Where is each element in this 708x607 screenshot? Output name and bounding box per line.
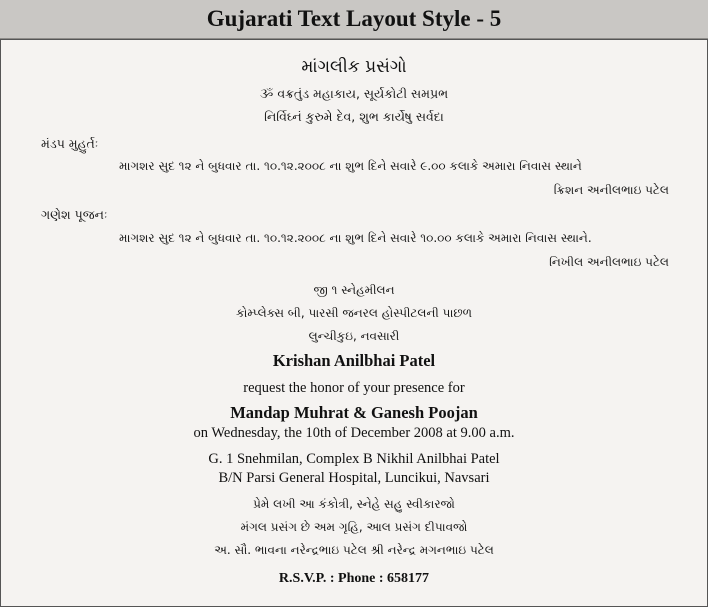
- invitation-card: [0, 39, 708, 607]
- event-detail-ganesh: માગશર સુદ ૧૨ ને બુધવાર તા. ૧૦.૧૨.૨૦૦૮ ના શુભ દિને સવારે ૧૦.૦૦ કલાકે અમારા નિવાસ સ્થાને.: [119, 231, 592, 245]
- gujarati-address-line-1: જી ૧ સ્નેહમીલન: [313, 283, 395, 297]
- event-host-ganesh: નિખીલ અનીલભાઇ પટેલ: [549, 255, 669, 269]
- closing-line-1: પ્રેમે લખી આ કંકોત્રી, સ્નેહે સહુ સ્વીકારજો: [253, 497, 455, 511]
- invitation-gujarati-title: માંગલીક પ્રસંગો: [301, 57, 407, 77]
- gujarati-address-line-2: કોમ્પ્લેક્સ બી, પારસી જનરલ હોસ્પીટલની પાછળ: [235, 306, 473, 320]
- english-address-line-1: G. 1 Snehmilan, Complex B Nikhil Anilbhai Patel: [208, 451, 500, 467]
- event-host-mandap: ક્રિશન અનીલભાઇ પટેલ: [553, 183, 669, 197]
- english-host-name: Krishan Anilbhai Patel: [272, 351, 436, 370]
- event-label-ganesh: ગણેશ પૂજનઃ: [41, 207, 108, 222]
- gujarati-address-line-3: લુન્ચીકુઇ, નવસારી: [308, 329, 400, 343]
- english-event-name: Mandap Muhrat & Ganesh Poojan: [230, 403, 478, 422]
- english-request: request the honor of your presence for: [243, 380, 465, 396]
- english-address-line-2: B/N Parsi General Hospital, Luncikui, Navsari: [218, 470, 490, 486]
- event-detail-mandap: માગશર સુદ ૧૨ ને બુધવાર તા. ૧૦.૧૨.૨૦૦૮ ના શુભ દિને સવારે ૯.૦૦ કલાકે અમારા નિવાસ સ્થાને: [119, 159, 582, 173]
- page-header: [0, 0, 708, 39]
- shloka-line-1: ૐ વક્રતુંડ મહાકાય, સૂર્યકોટી સમપ્રભ: [259, 86, 449, 101]
- shloka-line-2: નિર્વિઘ્નં કુરુમે દેવ, શુભ કાર્યેષુ સર્વદા: [264, 109, 444, 124]
- event-label-mandap: મંડપ મુહુર્તઃ: [41, 136, 99, 151]
- english-datetime: on Wednesday, the 10th of December 2008 at 9.00 a.m.: [193, 425, 515, 441]
- closing-line-3: અ. સૌ. ભાવના નરેન્દ્રભાઇ પટેલ શ્રી નરેન્દ્ર મગનભાઇ પટેલ: [214, 543, 494, 557]
- closing-line-2: મંગલ પ્રસંગ છે અમ ગૃહિ, આલ પ્રસંગ દીપાવજો: [240, 520, 468, 534]
- rsvp-phone: R.S.V.P. : Phone : 658177: [278, 571, 430, 586]
- page-title: Gujarati Text Layout Style - 5: [206, 6, 502, 31]
